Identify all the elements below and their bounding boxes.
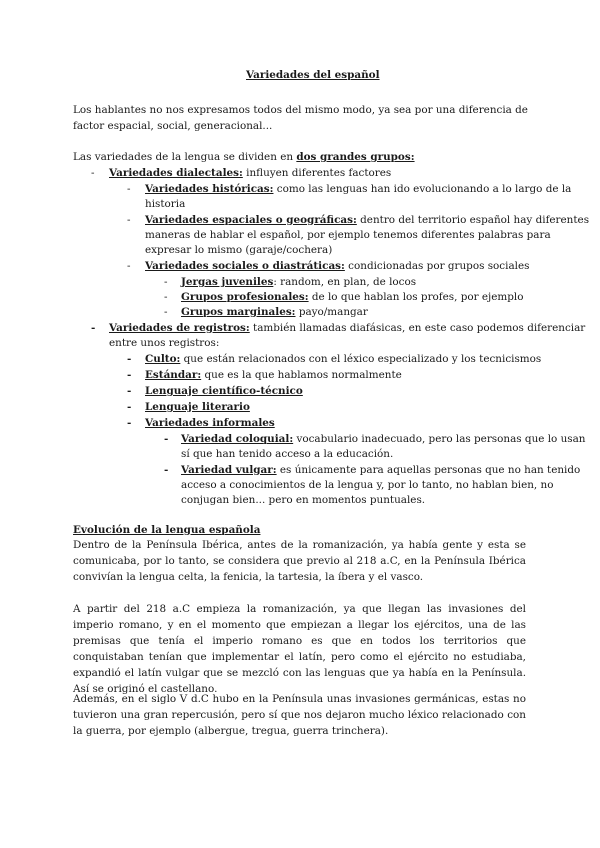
list-item-estandar	[145, 368, 402, 382]
description: también llamadas diafásicas, en este caso podemos diferenciar	[249, 322, 586, 334]
list-bullet: -	[127, 183, 131, 195]
term: Estándar:	[145, 369, 202, 381]
list-bullet: -	[127, 214, 131, 226]
term: Grupos profesionales:	[181, 291, 309, 303]
term: Variedad vulgar:	[181, 464, 277, 476]
intro-paragraph: Los hablantes no nos expresamos todos del mismo modo, ya sea por una diferencia de factor espacial, social, generacional...	[73, 104, 528, 132]
description: de lo que hablan los profes, por ejemplo	[308, 291, 524, 303]
list-item-continuation: entre unos registros:	[109, 337, 220, 349]
varieties-intro	[73, 150, 415, 164]
list-item-cientifico: Lenguaje científico-técnico	[145, 385, 303, 397]
list-item-marginales	[181, 305, 368, 319]
list-bullet: -	[127, 401, 132, 413]
list-item-literario: Lenguaje literario	[145, 401, 250, 413]
list-item-historicas	[145, 182, 571, 196]
description: como las lenguas han ido evolucionando a lo largo de la	[273, 183, 572, 195]
varieties-intro-text: Las variedades de la lengua se dividen en	[73, 151, 297, 163]
term: Variedades espaciales o geográficas:	[145, 214, 357, 226]
description: dentro del territorio español hay diferentes	[356, 214, 590, 226]
description: que es la que hablamos normalmente	[201, 369, 402, 381]
paragraph-1: Dentro de la Península Ibérica, antes de la romanización, ya había gente y esta se comunicaba, por lo tanto, se considera que previo al 218 a.C, en la Península Ibérica convivían la lengua celta, la fenicia, la tartesia, la íbera y el vasco.	[73, 539, 526, 583]
list-item-culto	[145, 352, 541, 366]
list-bullet: -	[91, 322, 96, 334]
paragraph-2: A partir del 218 a.C empieza la romanización, ya que llegan las invasiones del imperio romano, y en el momento que empiezan a llegar los ejércitos, una de las premisas que tenía el imperio romano es que en todos los territorios que conquistaban tenían que implementar el latín, pero como el ejército no estudiaba, expandió el latín vulgar que se mezcló con las lenguas que ya había en la Península. Así se originó el castellano.	[73, 603, 526, 695]
page-title: Variedades del español	[246, 69, 380, 81]
term: Variedades sociales o diastráticas:	[145, 260, 345, 272]
term: Variedad coloquial:	[181, 433, 294, 445]
term: Jergas juveniles	[181, 276, 274, 288]
term: Variedades dialectales:	[109, 167, 243, 179]
description: : random, en plan, de locos	[273, 276, 417, 288]
list-bullet: -	[164, 276, 168, 288]
list-item-continuation: expresar lo mismo (garaje/cochera)	[145, 244, 333, 256]
description: influyen diferentes factores	[242, 167, 392, 179]
description: es únicamente para aquellas personas que no han tenido	[276, 464, 581, 476]
description: payo/mangar	[295, 306, 368, 318]
paragraph-3: Además, en el siglo V d.C hubo en la Península unas invasiones germánicas, estas no tuvieron una gran repercusión, pero sí que nos dejaron mucho léxico relacionado con la guerra, por ejemplo (albergue, tregua, guerra trinchera).	[73, 693, 526, 737]
list-bullet: -	[127, 353, 132, 365]
list-bullet: -	[127, 260, 131, 272]
list-bullet: -	[164, 291, 168, 303]
list-bullet: -	[164, 306, 168, 318]
list-item-continuation: maneras de hablar el español, por ejemplo tenemos diferentes palabras para	[145, 229, 551, 241]
list-item-sociales	[145, 259, 529, 273]
list-item-registros	[109, 321, 585, 335]
list-item-espaciales	[145, 213, 589, 227]
term: Grupos marginales:	[181, 306, 296, 318]
list-item-dialectales	[109, 166, 391, 180]
description: vocabulario inadecuado, pero las personas que lo usan	[293, 433, 586, 445]
list-bullet: -	[164, 464, 169, 476]
list-bullet: -	[127, 417, 132, 429]
list-item-jergas	[181, 275, 416, 289]
list-item-profesionales	[181, 290, 524, 304]
list-bullet: -	[91, 167, 95, 179]
description: condicionadas por grupos sociales	[344, 260, 530, 272]
term: Variedades de registros:	[109, 322, 250, 334]
list-item-continuation: historia	[145, 198, 186, 210]
list-bullet: -	[127, 369, 132, 381]
list-item-continuation: conjugan bien... pero en momentos puntuales.	[181, 494, 426, 506]
term: Variedades históricas:	[145, 183, 274, 195]
section-heading: Evolución de la lengua española	[73, 524, 261, 536]
list-bullet: -	[164, 433, 169, 445]
varieties-intro-bold: dos grandes grupos:	[296, 151, 415, 163]
list-item-continuation: acceso a conocimientos de la lengua y, por lo tanto, no hablan bien, no	[181, 479, 554, 491]
list-item-coloquial	[181, 432, 586, 446]
list-item-vulgar	[181, 463, 580, 477]
list-item-continuation: sí que han tenido acceso a la educación.	[181, 448, 394, 460]
list-item-informales: Variedades informales	[145, 417, 275, 429]
list-bullet: -	[127, 385, 132, 397]
description: que están relacionados con el léxico especializado y los tecnicismos	[180, 353, 542, 365]
term: Culto:	[145, 353, 181, 365]
